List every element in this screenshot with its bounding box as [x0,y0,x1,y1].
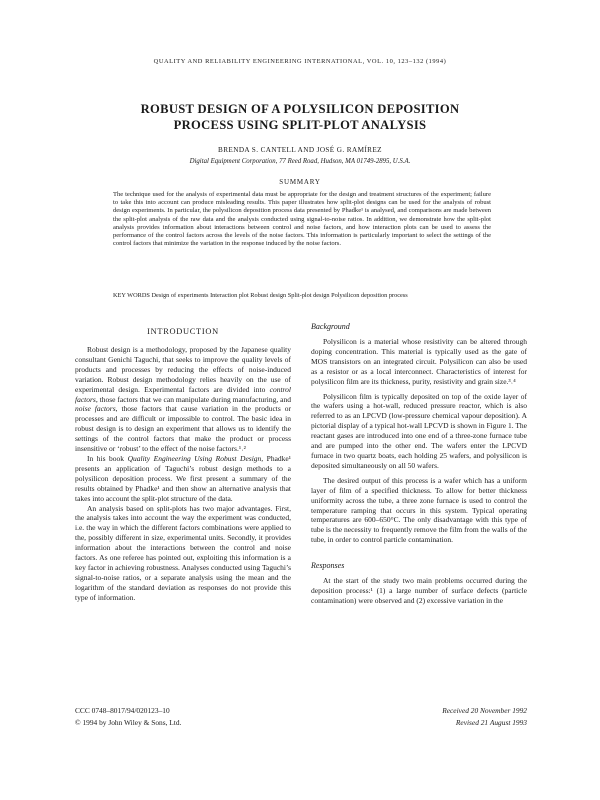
summary-text: The technique used for the analysis of experimental data must be appropriate for the design and treatment structures of the experiment; failure to take this into account can produce misleading results. This paper illustrates how split-plot designs can be used for the analysis of robust design experiments. In particular, the polysilicon deposition process data presented by Phadke¹ is analysed, and comparisons are made between the split-plot analysis of the raw data and the analysis conducted using signal-to-noise ratios. In addition, we demonstrate how the split-plot analysis provides information about interactions between control and noise factors, and how interaction plots can be used to assess the performance of the control factors across the levels of the noise factors. This information is particularly important to select the settings of the control factors that minimize the variation in the response induced by the noise factors. [113,191,491,248]
responses-heading: Responses [311,561,345,571]
noise-factors-term: noise factors [75,404,116,414]
background-paragraph-3: The desired output of this process is a wafer which has a uniform layer of film of a specified thickness. To allow for better thickness uniformity across the tube, a three zone furnace is used to control the temperature ramping that occurs in this system. Typical operating temperatures are 600–650°C. The only disadvantage with this type of tube is the necessity to frequently remove the film from the walls of the tube, in order to control particle contamination. [311,475,527,545]
control-factors-term: control factors [75,384,291,404]
received-date: Received 20 November 1992 [442,706,527,715]
intro-paragraph-1: Robust design is a methodology, proposed by the Japanese quality consultant Genichi Taguchi, that seeks to improve the quality levels of products and processes by reducing the effects of noise-induced variation. Robust design methodology relies heavily on the use of experimental design. Experimental factors are divided into control factors, those factors that we can manipulate during manufacturing, and noise factors, those factors that cause variation in the products or processes and are difficult or impossible to control. The basic idea in robust design is to design an experiment that allows us to identify the settings of the control factors that make the product or process insensitive or ‘robust’ to the effect of the noise factors.¹˒² [75,345,291,454]
affiliation: Digital Equipment Corporation, 77 Reed Road, Hudson, MA 01749-2895, U.S.A. [189,158,411,165]
left-column [75,327,291,603]
title-line-1: ROBUST DESIGN OF A POLYSILICON DEPOSITION [140,102,460,116]
intro-paragraph-2: In his book Quality Engineering Using Robust Design, Phadke¹ presents an application of Taguchi’s robust design methods to a polysilicon deposition process. We first present a summary of the results obtained by Phadke¹ and then show an alternative analysis that takes into account the split-plot structure of the data. [75,453,292,503]
revised-date: Revised 21 August 1993 [455,717,527,727]
title-line-2: PROCESS USING SPLIT-PLOT ANALYSIS [173,118,427,132]
right-column [311,322,527,606]
summary-heading: SUMMARY [279,178,321,186]
keywords: KEY WORDS Design of experiments Interaction plot Robust design Split-plot design Polysilicon deposition process [113,292,408,299]
authors: BRENDA S. CANTELL AND JOSÉ G. RAMÍREZ [218,146,382,154]
responses-paragraph-1: At the start of the study two main problems occurred during the deposition process:¹ (1) a large number of surface defects (particle contamination) were observed and (2) excessive variation in the [311,576,527,605]
running-head: QUALITY AND RELIABILITY ENGINEERING INTERNATIONAL, VOL. 10, 123–132 (1994) [153,58,447,65]
article-title [60,101,540,133]
background-paragraph-1: Polysilicon is a material whose resistivity can be altered through doping concentration. This material is typically used as the gate of MOS transistors on an integrated circuit. Polysilicon can also be used as a resistor or as a local interconnect. Characteristics of interest for polysilicon film are its thickness, purity, resistivity and grain size.³˒⁴ [311,337,527,386]
copyright: © 1994 by John Wiley & Sons, Ltd. [75,717,182,727]
intro-paragraph-3: An analysis based on split-plots has two major advantages. First, the analysis takes into account the way the experiment was conducted, i.e. the way in which the different factors combinations were applied to the, possibly different in size, experimental units. Secondly, it provides information about the interactions between the control and noise factors. As one referee has pointed out, exploiting this information is a key factor in achieving robustness. Analyses conducted using Taguchi’s signal-to-noise ratios, or a separate analysis using the mean and the logarithm of the standard deviation as responses do not provide this type of information. [75,503,291,602]
background-heading: Background [311,322,350,331]
background-paragraph-2: Polysilicon film is typically deposited on top of the oxide layer of the wafers using a hot-wall, reduced pressure reactor, which is also referred to as an LPCVD (low-pressure chemical vapour deposition). A pictorial display of a typical hot-wall LPCVD is shown in Figure 1. The reactant gases are introduced into one end of a three-zone furnace tube and are pumped into the other end. The wafers enter the LPCVD furnace in two quartz boats, each holding 25 wafers, and polysilicon is deposited simultaneously on all 50 wafers. [311,391,527,470]
footer-left [75,705,315,728]
introduction-heading: INTRODUCTION [147,327,219,336]
book-title: Quality Engineering Using Robust Design [127,453,262,463]
ccc-code: CCC 0748–8017/94/020123–10 [75,706,170,715]
footer-right [311,705,527,728]
